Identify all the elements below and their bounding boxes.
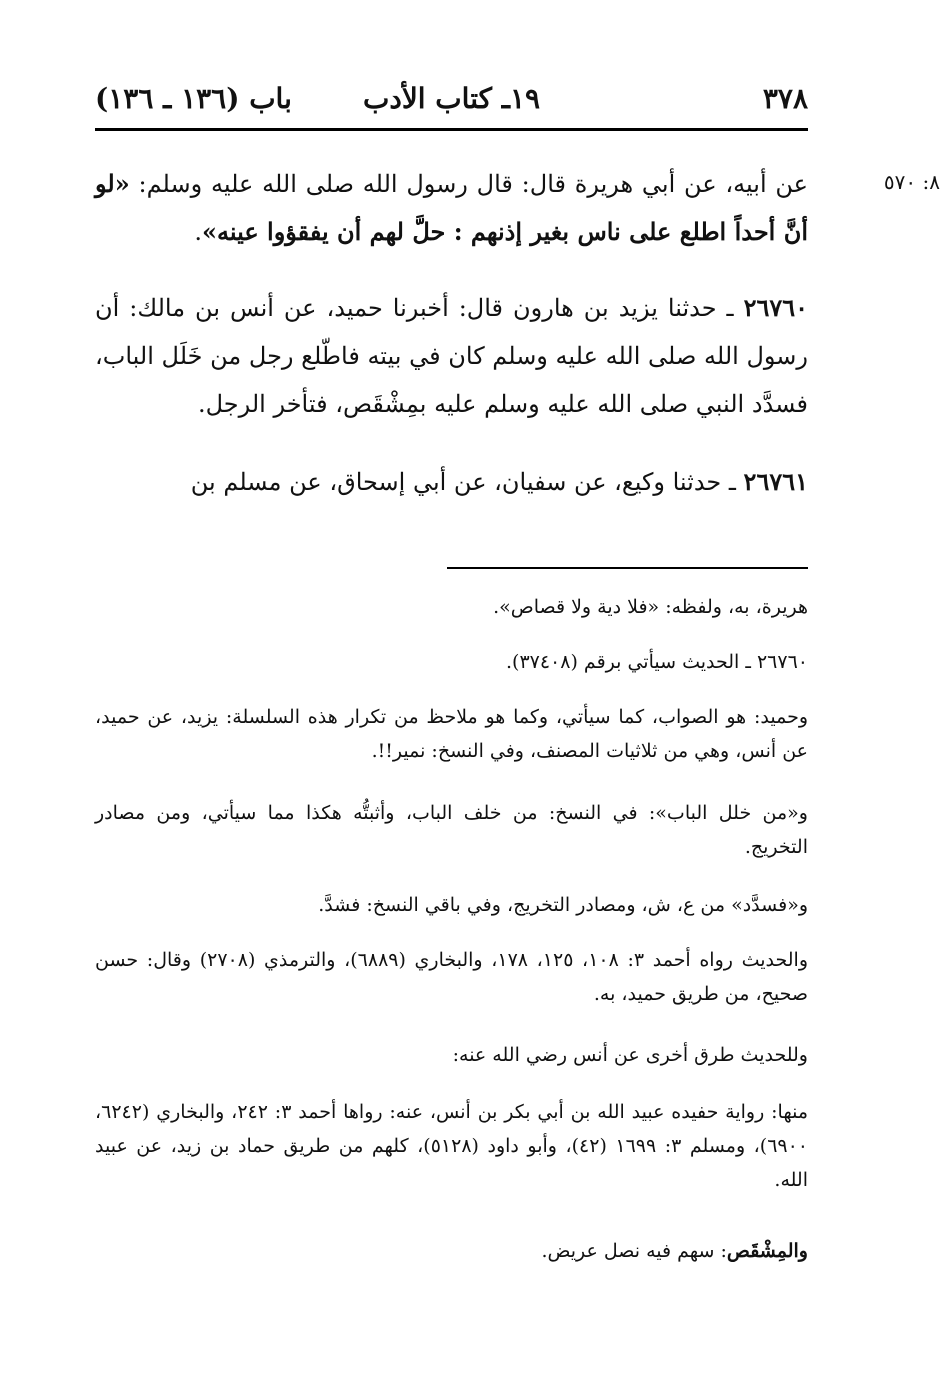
hadith-chain: عن أبيه، عن أبي هريرة قال: قال رسول الله صلى الله عليه وسلم: bbox=[129, 170, 808, 198]
footnote-1: هريرة، به، ولفظه: «فلا دية ولا قصاص». bbox=[493, 596, 808, 618]
chapter-range: باب (١٣٦ ـ ١٣٦) bbox=[95, 82, 292, 115]
footnote-7: وللحديث طرق أخرى عن أنس رضي الله عنه: bbox=[452, 1044, 808, 1066]
footnote-2: ٢٦٧٦٠ ـ الحديث سيأتي برقم (٣٧٤٠٨). bbox=[505, 651, 808, 673]
footnote-3: وحميد: هو الصواب، كما سيأتي، وكما هو ملاحظ من تكرار هذه السلسلة: يزيد، عن حميد، عن أنس، وهي من ثلاثيات المصنف، وفي النسخ: نمير!!. bbox=[95, 706, 808, 762]
margin-reference: ٨: ٥٧٠ bbox=[883, 170, 940, 194]
page-number: ٣٧٨ bbox=[762, 82, 808, 115]
footnote-5: و«فسدَّد» من ع، ش، ومصادر التخريج، وفي باقي النسخ: فشدَّ. bbox=[318, 894, 808, 916]
footnote-9 bbox=[95, 1234, 808, 1268]
hadith-number: ٢٦٧٦٠ bbox=[743, 293, 809, 322]
hadith-continuation bbox=[95, 160, 808, 256]
hadith-text: ـ حدثنا يزيد بن هارون قال: أخبرنا حميد، عن أنس بن مالك: أن رسول الله صلى الله عليه وسلم كان في بيته فاطّلع رجل من خَلَل الباب، فسدَّد النبي صلى الله عليه وسلم عليه بمِشْقَص، فتأخر الرجل. bbox=[95, 294, 808, 418]
footnote-rule bbox=[447, 567, 808, 569]
hadith-end: . bbox=[194, 218, 202, 246]
hadith-26760 bbox=[95, 284, 808, 428]
hadith-26761 bbox=[95, 458, 808, 506]
footnote-6: والحديث رواه أحمد ٣: ١٠٨، ١٢٥، ١٧٨، والبخاري (٦٨٨٩)، والترمذي (٢٧٠٨) وقال: حسن صحيح، من طريق حميد، به. bbox=[95, 949, 809, 1005]
glossary-term: والمِشْقَص bbox=[726, 1240, 808, 1262]
hadith-number: ٢٦٧٦١ bbox=[743, 467, 808, 496]
footnote-4: و«من خلل الباب»: في النسخ: من خلف الباب، وأثبتُّه هكذا مما سيأتي، ومن مصادر التخريج. bbox=[95, 802, 808, 858]
hadith-text: ـ حدثنا وكيع، عن سفيان، عن أبي إسحاق، عن مسلم بن bbox=[190, 468, 744, 496]
book-title: ١٩ـ كتاب الأدب bbox=[362, 82, 541, 115]
hadith-matn: «لو أنَّ أحداً اطلع على ناس بغير إذنهم : حلَّ لهم أن يفقؤوا عينه» bbox=[95, 169, 808, 246]
running-header bbox=[95, 82, 808, 122]
header-rule bbox=[95, 128, 808, 131]
glossary-definition: : سهم فيه نصل عريض. bbox=[541, 1240, 727, 1262]
footnote-8: منها: رواية حفيده عبيد الله بن أبي بكر بن أنس، عنه: رواها أحمد ٣: ٢٤٢، والبخاري (٦٢٤٢، ٦٩٠٠)، ومسلم ٣: ١٦٩٩ (٤٢)، وأبو داود (٥١٢٨)، كلهم من طريق حماد بن زيد، عن عبيد الله. bbox=[95, 1101, 809, 1191]
